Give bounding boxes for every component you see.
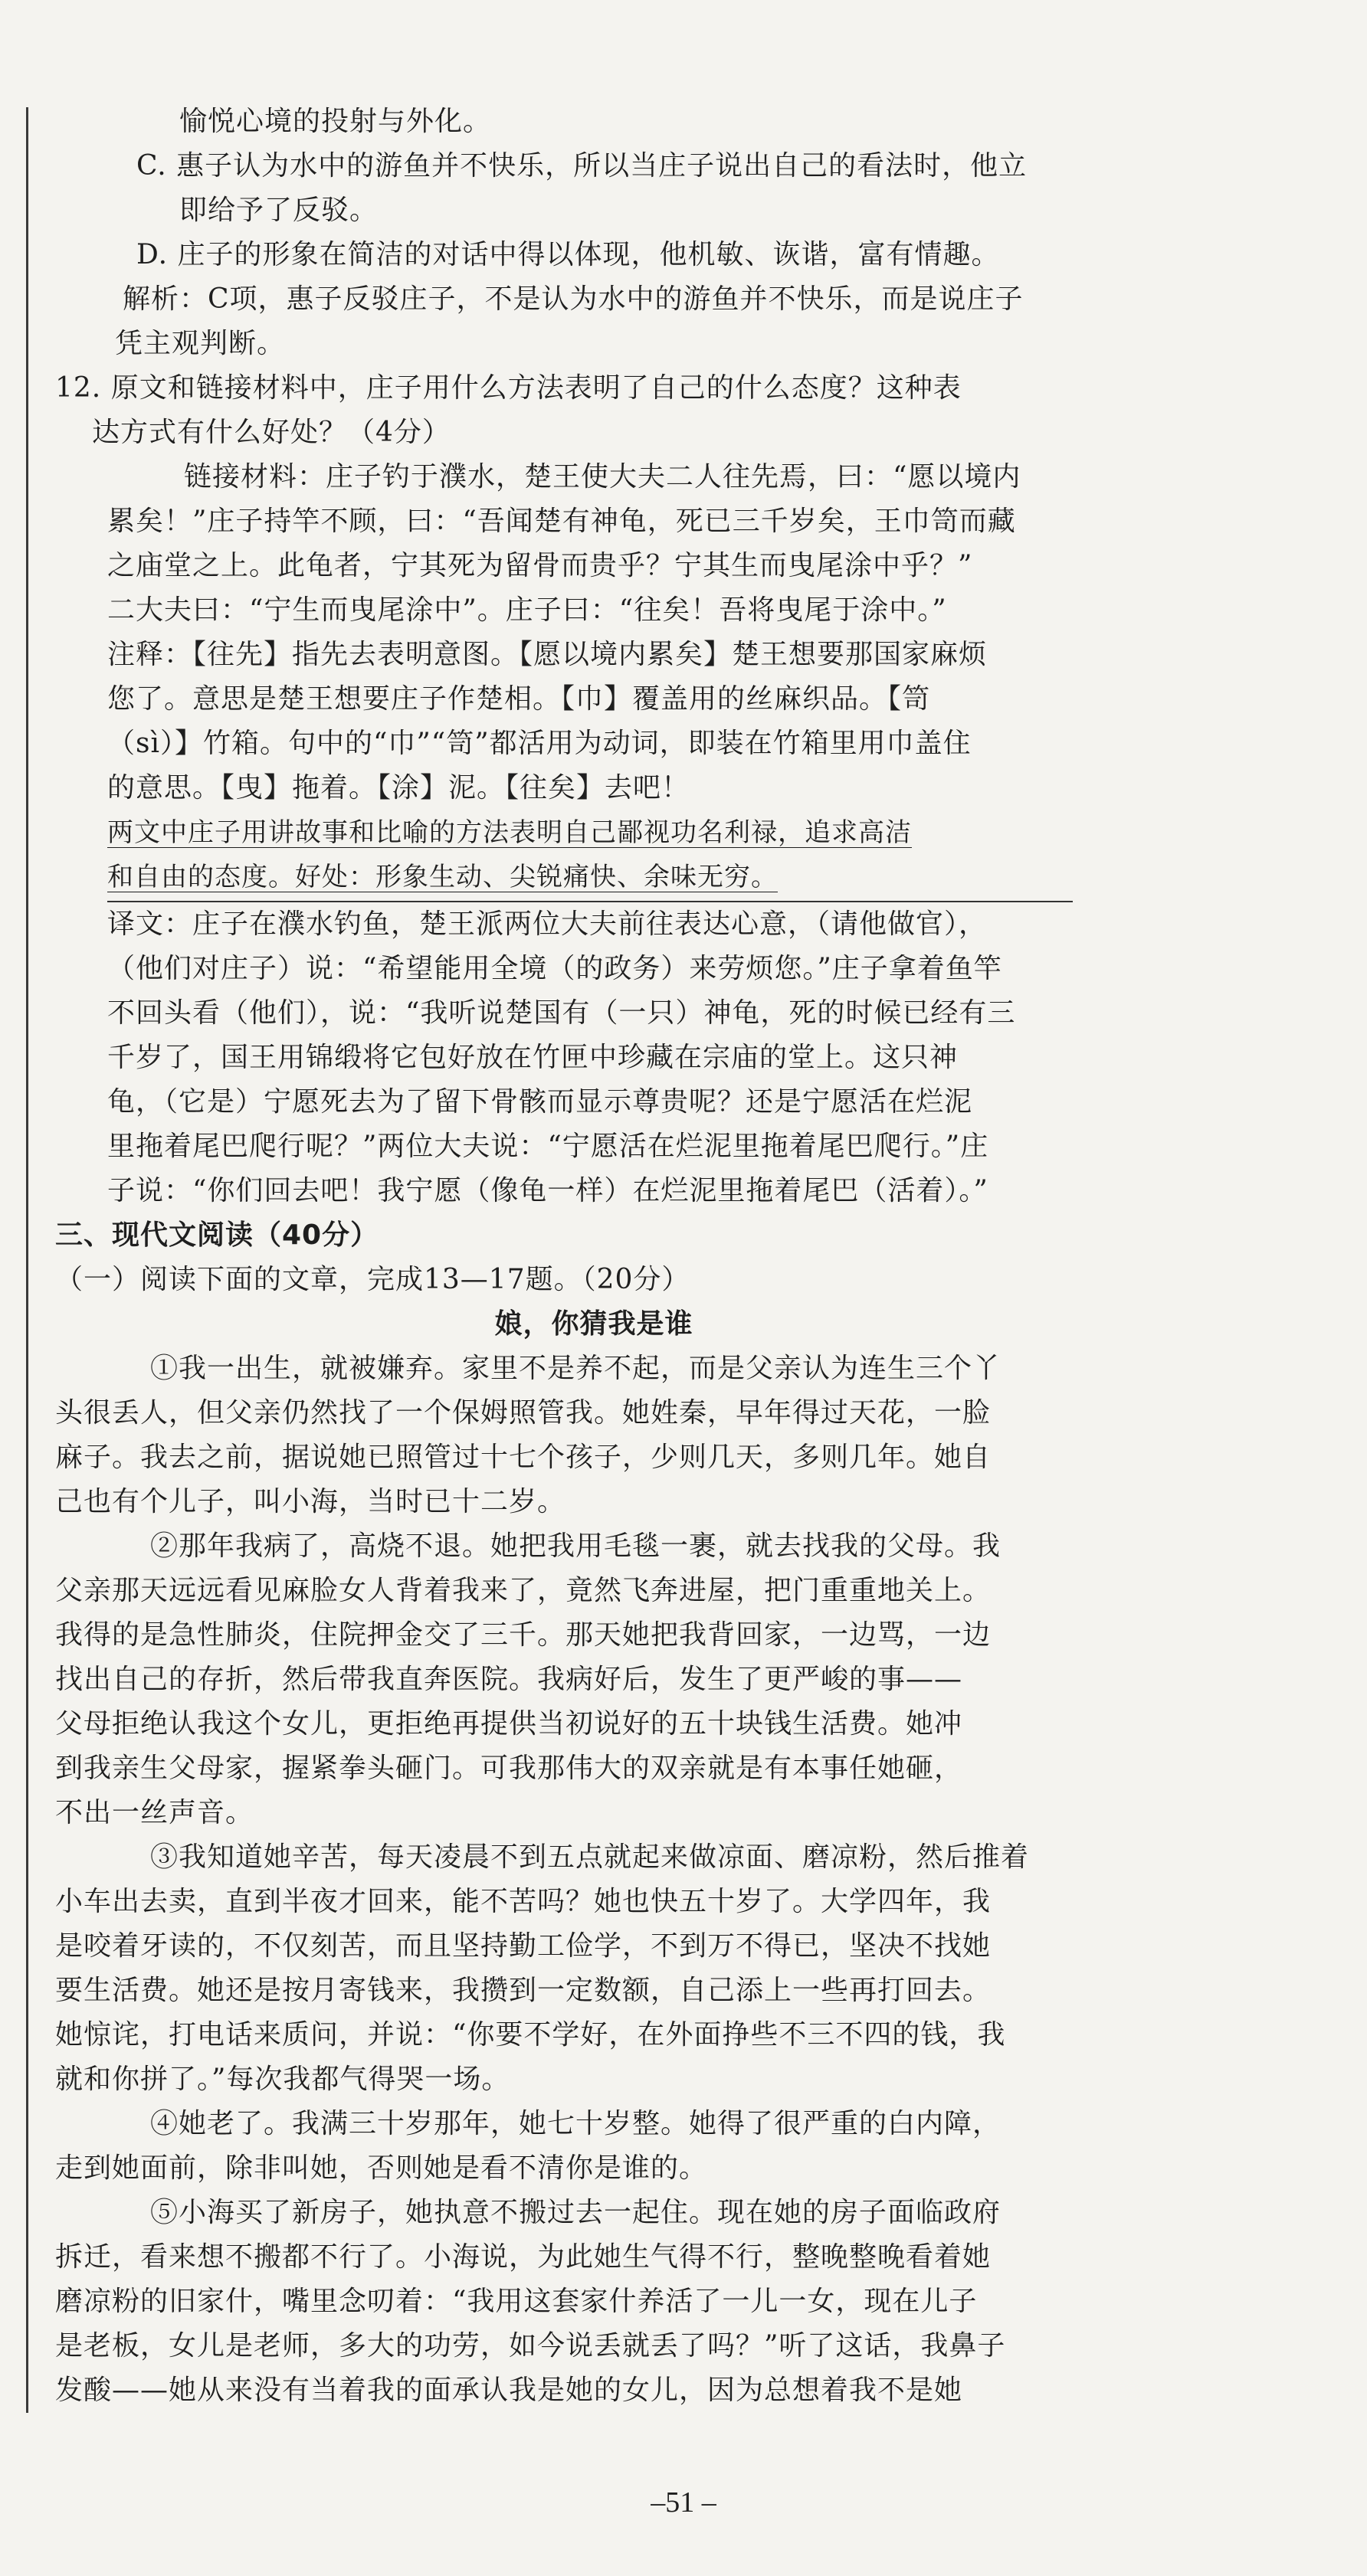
paragraph-line: 走到她面前，除非叫她，否则她是看不清你是谁的。 — [55, 2152, 708, 2184]
answer-line: 和自由的态度。好处：形象生动、尖锐痛快、余味无穷。 — [107, 862, 778, 892]
material-line: 之庙堂之上。此龟者，宁其死为留骨而贵乎？宁其生而曳尾涂中乎？” — [107, 550, 973, 581]
question-12-cont: 达方式有什么好处？（4分） — [92, 417, 451, 448]
paragraph-line: 父母拒绝认我这个女儿，更拒绝再提供当初说好的五十块钱生活费。她冲 — [55, 1708, 963, 1740]
paragraph-line: 我得的是急性肺炎，住院押金交了三千。那天她把我背回家，一边骂，一边 — [55, 1619, 992, 1651]
paragraph-line: 是咬着牙读的，不仅刻苦，而且坚持勤工俭学，不到万不得已，坚决不找她 — [55, 1930, 992, 1962]
material-line: 累矣！”庄子持竿不顾，曰：“吾闻楚有神龟，死已三千岁矣，王巾笥而藏 — [107, 506, 1016, 537]
material-line: 链接材料：庄子钓于濮水，楚王使大夫二人往先焉，曰：“愿以境内 — [184, 461, 1021, 493]
translation-line: 里拖着尾巴爬行呢？”两位大夫说：“宁愿活在烂泥里拖着尾巴爬行。”庄 — [107, 1131, 989, 1162]
paragraph-line: 找出自己的存折，然后带我直奔医院。我病好后，发生了更严峻的事—— — [55, 1664, 963, 1695]
paragraph-line: 己也有个儿子，叫小海，当时已十二岁。 — [55, 1486, 566, 1517]
option-c: C. 惠子认为水中的游鱼并不快乐，所以当庄子说出自己的看法时，他立 — [136, 150, 1028, 182]
analysis-line: 凭主观判断。 — [115, 328, 286, 359]
paragraph-line: 父亲那天远远看见麻脸女人背着我来了，竟然飞奔进屋，把门重重地关上。 — [55, 1575, 992, 1606]
subsection-heading: （一）阅读下面的文章，完成13—17题。（20分） — [55, 1264, 690, 1295]
translation-line: 子说：“你们回去吧！我宁愿（像龟一样）在烂泥里拖着尾巴（活着）。” — [107, 1175, 988, 1206]
section-heading: 三、现代文阅读（40分） — [55, 1219, 379, 1251]
note-line: 您了。意思是楚王想要庄子作楚相。【巾】覆盖用的丝麻织品。【笥 — [107, 683, 931, 715]
translation-line: （他们对庄子）说：“希望能用全境（的政务）来劳烦您。”庄子拿着鱼竿 — [107, 953, 1002, 984]
margin-rule — [26, 107, 28, 2413]
option-c-cont: 即给予了反驳。 — [179, 195, 379, 226]
paragraph-line: ⑤小海买了新房子，她执意不搬过去一起住。现在她的房子面临政府 — [150, 2197, 1001, 2228]
material-line: 二大夫曰：“宁生而曳尾涂中”。庄子曰：“往矣！吾将曳尾于涂中。” — [107, 594, 947, 626]
note-line: 的意思。【曳】拖着。【涂】泥。【往矣】去吧！ — [107, 772, 690, 804]
translation-line: 不回头看（他们），说：“我听说楚国有（一只）神龟，死的时候已经有三 — [107, 997, 1016, 1029]
translation-line: 译文：庄子在濮水钓鱼，楚王派两位大夫前往表达心意，（请他做官）， — [107, 908, 988, 940]
paragraph-line: 就和你拼了。”每次我都气得哭一场。 — [55, 2064, 510, 2095]
note-line: （sì）】竹箱。句中的“巾”“笥”都活用为动词，即装在竹箱里用巾盖住 — [107, 728, 972, 759]
question-12: 12. 原文和链接材料中，庄子用什么方法表明了自己的什么态度？这种表 — [55, 372, 962, 404]
paragraph-line: 头很丢人，但父亲仍然找了一个保姆照管我。她姓秦，早年得过天花，一脸 — [55, 1397, 992, 1429]
paragraph-line: 不出一丝声音。 — [55, 1797, 254, 1828]
answer-line: 两文中庄子用讲故事和比喻的方法表明自己鄙视功名利禄，追求高洁 — [107, 817, 912, 848]
translation-line: 龟，（它是）宁愿死去为了留下骨骸而显示尊贵呢？还是宁愿活在烂泥 — [107, 1086, 973, 1118]
paragraph-line: 磨凉粉的旧家什，嘴里念叨着：“我用这套家什养活了一儿一女，现在儿子 — [55, 2286, 978, 2317]
analysis-line: 解析：C项，惠子反驳庄子，不是认为水中的游鱼并不快乐，而是说庄子 — [123, 283, 1024, 315]
paragraph-line: ③我知道她辛苦，每天凌晨不到五点就起来做凉面、磨凉粉，然后推着 — [150, 1841, 1030, 1873]
translation-line: 千岁了，国王用锦缎将它包好放在竹匣中珍藏在宗庙的堂上。这只神 — [107, 1042, 959, 1073]
paragraph-line: ④她老了。我满三十岁那年，她七十岁整。她得了很严重的白内障， — [150, 2108, 1001, 2139]
paragraph-line: 拆迁，看来想不搬都不行了。小海说，为此她生气得不行，整晚整晚看着她 — [55, 2241, 992, 2273]
paragraph-line: ①我一出生，就被嫌弃。家里不是养不起，而是父亲认为连生三个丫 — [150, 1353, 1001, 1384]
paragraph-line: 是老板，女儿是老师，多大的功劳，如今说丢就丢了吗？”听了这话，我鼻子 — [55, 2330, 1006, 2362]
article-title: 娘，你猜我是谁 — [494, 1308, 693, 1340]
paragraph-line: ②那年我病了，高烧不退。她把我用毛毯一裹，就去找我的父母。我 — [150, 1530, 1001, 1562]
paragraph-line: 她惊诧，打电话来质问，并说：“你要不学好，在外面挣些不三不四的钱，我 — [55, 2019, 1006, 2051]
paragraph-line: 发酸——她从来没有当着我的面承认我是她的女儿，因为总想着我不是她 — [55, 2375, 963, 2406]
paragraph-line: 小车出去卖，直到半夜才回来，能不苦吗？她也快五十岁了。大学四年，我 — [55, 1886, 992, 1917]
paragraph-line: 麻子。我去之前，据说她已照管过十七个孩子，少则几天，多则几年。她自 — [55, 1442, 992, 1473]
option-b-tail: 愉悦心境的投射与外化。 — [179, 106, 492, 137]
note-line: 注释：【往先】指先去表明意图。【愿以境内累矣】楚王想要那国家麻烦 — [107, 639, 988, 670]
page-number: –51 – — [651, 2486, 716, 2519]
paragraph-line: 到我亲生父母家，握紧拳头砸门。可我那伟大的双亲就是有本事任她砸， — [55, 1753, 963, 1784]
text-column — [55, 100, 1073, 2413]
paragraph-line: 要生活费。她还是按月寄钱来，我攒到一定数额，自己添上一些再打回去。 — [55, 1975, 992, 2006]
option-d: D. 庄子的形象在简洁的对话中得以体现，他机敏、诙谐，富有情趣。 — [136, 239, 1000, 270]
